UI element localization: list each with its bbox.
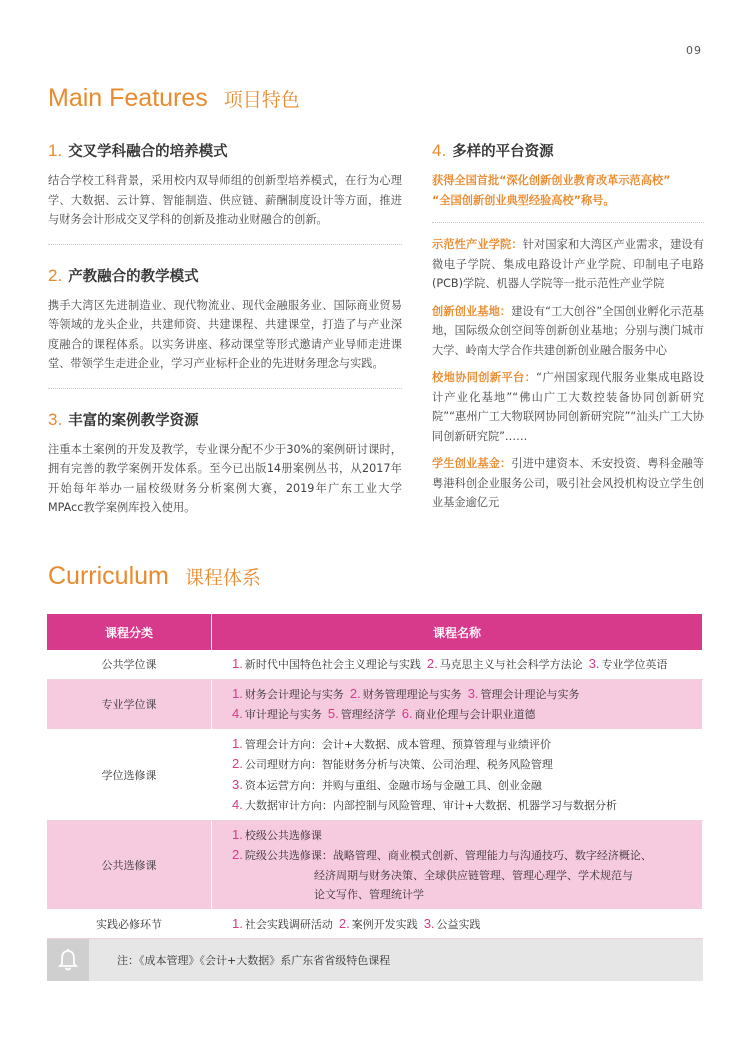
platform-para-text: 建设有“工大创谷”全国创业孵化示范基地，国际级众创空间等创新创业基地；分别与澳门城市大学、岭南大学合作共建创新创业融合服务中心 bbox=[432, 304, 704, 357]
course-number: 1. bbox=[232, 685, 243, 701]
dotted-divider bbox=[48, 388, 402, 389]
course-name: 管理会计方向：会计+大数据、成本管理、预算管理与业绩评价 bbox=[244, 737, 552, 751]
platform-highlight-1: 获得全国首批“深化创新创业教育改革示范高校” bbox=[432, 174, 671, 187]
dotted-divider bbox=[48, 244, 402, 245]
course-number: 1. bbox=[232, 826, 243, 842]
platform-para-label: 创新创业基地： bbox=[432, 304, 512, 318]
course-number: 4. bbox=[232, 706, 243, 721]
platform-para-text: 引进中建资本、禾安投资、粤科金融等粤港科创企业服务公司，吸引社会风投机构设立学生创业基金逾亿元 bbox=[432, 457, 704, 509]
platform-para bbox=[432, 454, 704, 513]
bell-icon bbox=[47, 939, 89, 981]
features-right-column bbox=[432, 140, 704, 521]
course-number: 1. bbox=[232, 915, 243, 931]
header-category: 课程分类 bbox=[47, 614, 212, 650]
feature-title: 丰富的案例教学资源 bbox=[68, 412, 199, 429]
feature-2-heading bbox=[48, 265, 402, 286]
feature-1-text: 结合学校工科背景，采用校内双导师组的创新型培养模式，在行为心理学、大数据、云计算、智能制造、供应链、薪酬制度设计等方面，推进与财务会计形成交叉学科的创新及推动业财融合的创新。 bbox=[48, 174, 402, 226]
dotted-divider bbox=[432, 222, 704, 223]
course-line bbox=[232, 704, 692, 725]
feature-title: 交叉学科融合的培养模式 bbox=[68, 144, 228, 160]
table-row bbox=[47, 820, 703, 909]
course-name: 管理会计理论与实务 bbox=[480, 687, 580, 701]
course-names bbox=[212, 909, 703, 939]
platform-para-text: 针对国家和大湾区产业需求，建设有微电子学院、集成电路设计产业学院、印制电子电路(PCB)学院、机器人学院等一批示范性产业学院 bbox=[432, 238, 704, 290]
feature-number: 3. bbox=[48, 409, 63, 429]
course-name: 论文写作、管理统计学 bbox=[314, 888, 424, 901]
course-number: 6. bbox=[401, 706, 413, 721]
course-category: 实践必修环节 bbox=[47, 909, 212, 939]
features-title-en: Main Features bbox=[48, 84, 208, 112]
course-line bbox=[232, 654, 692, 675]
course-name: 审计理论与实务 bbox=[244, 708, 322, 721]
feature-number: 4. bbox=[432, 141, 447, 160]
course-name: 校级公共选修课 bbox=[244, 828, 322, 842]
feature-title: 产教融合的教学模式 bbox=[68, 268, 199, 285]
feature-title: 多样的平台资源 bbox=[452, 144, 554, 160]
table-note-row bbox=[47, 939, 703, 981]
course-number: 3. bbox=[423, 915, 435, 931]
platform-highlight-2: “全国创新创业典型经验高校”称号。 bbox=[432, 193, 615, 207]
curriculum-title bbox=[48, 562, 261, 591]
feature-3-text: 注重本土案例的开发及教学，专业课分配不少于30%的案例研讨课时，拥有完善的教学案例开发体系。至今已出版14册案例丛书，从2017年开始每年举办一届校级财务分析案例大赛，2019年广东工业大学MPAcc教学案例库投入使用。 bbox=[48, 442, 402, 514]
course-line bbox=[232, 914, 692, 935]
course-line bbox=[232, 885, 692, 905]
feature-4-heading bbox=[432, 140, 704, 161]
course-name: 新时代中国特色社会主义理论与实践 bbox=[244, 658, 421, 671]
page-number: 09 bbox=[686, 44, 702, 57]
course-category: 公共选修课 bbox=[47, 820, 212, 909]
features-title bbox=[48, 84, 300, 113]
course-name: 院级公共选修课：战略管理、商业模式创新、管理能力与沟通技巧、数字经济概论、 bbox=[244, 849, 652, 862]
course-names bbox=[212, 679, 703, 729]
course-number: 3. bbox=[232, 776, 243, 792]
course-number: 4. bbox=[232, 797, 243, 812]
feature-3-heading bbox=[48, 409, 402, 430]
curriculum-title-zh: 课程体系 bbox=[184, 567, 261, 589]
feature-number: 1. bbox=[48, 141, 63, 160]
table-row bbox=[47, 650, 703, 679]
course-name: 案例开发实践 bbox=[351, 917, 418, 931]
course-name: 经济周期与财务决策、全球供应链管理、管理心理学、学术规范与 bbox=[314, 868, 633, 882]
course-line bbox=[232, 795, 692, 816]
features-title-zh: 项目特色 bbox=[223, 89, 300, 111]
course-number: 3. bbox=[467, 685, 479, 701]
course-names bbox=[212, 820, 703, 909]
course-name: 财务会计理论与实务 bbox=[244, 687, 344, 701]
table-note: 注：《成本管理》《会计+大数据》系广东省省级特色课程 bbox=[117, 954, 391, 967]
course-number: 2. bbox=[232, 756, 243, 771]
course-number: 2. bbox=[349, 685, 361, 701]
platform-para bbox=[432, 302, 704, 361]
course-number: 1. bbox=[232, 656, 243, 671]
course-name: 公益实践 bbox=[436, 917, 481, 931]
course-line bbox=[232, 825, 692, 846]
course-number: 2. bbox=[426, 656, 438, 671]
platform-para-text: “广州国家现代服务业集成电路设计产业化基地”“佛山广工大数控装备协同创新研究院”“惠州广工大物联网协同创新研究院”“汕头广工大协同创新研究院”…… bbox=[432, 371, 704, 443]
platform-para bbox=[432, 235, 704, 294]
feature-2-text: 携手大湾区先进制造业、现代物流业、现代金融服务业、国际商业贸易等领域的龙头企业，共建师资、共建课程、共建课堂，打造了与产业深度融合的课程体系。以实务讲座、移动课堂等形式邀请产业导师走进课堂、带领学生走进企业，学习产业标杆企业的先进财务理念与实践。 bbox=[48, 298, 402, 370]
feature-number: 2. bbox=[48, 265, 63, 285]
course-name: 财务管理理论与实务 bbox=[362, 687, 462, 701]
course-names bbox=[212, 729, 703, 820]
platform-para-label: 学生创业基金： bbox=[432, 457, 512, 470]
course-name: 商业伦理与会计职业道德 bbox=[414, 708, 536, 721]
course-name: 社会实践调研活动 bbox=[244, 917, 333, 931]
course-name: 大数据审计方向：内部控制与风险管理、审计+大数据、机器学习与数据分析 bbox=[244, 799, 618, 812]
course-number: 3. bbox=[588, 656, 600, 671]
curriculum-table bbox=[47, 614, 703, 981]
course-category: 公共学位课 bbox=[47, 650, 212, 679]
table-row bbox=[47, 909, 703, 939]
course-line bbox=[232, 684, 692, 705]
course-category: 学位选修课 bbox=[47, 729, 212, 820]
course-line bbox=[232, 845, 692, 866]
course-name: 公司理财方向：智能财务分析与决策、公司治理、税务风险管理 bbox=[244, 758, 553, 771]
platform-para bbox=[432, 368, 704, 446]
course-number: 2. bbox=[232, 847, 243, 862]
feature-1-heading bbox=[48, 140, 402, 161]
table-row bbox=[47, 729, 703, 820]
course-line bbox=[232, 775, 692, 796]
table-header-row bbox=[47, 614, 703, 650]
course-names bbox=[212, 650, 703, 679]
course-name: 马克思主义与社会科学方法论 bbox=[439, 658, 583, 671]
table-row bbox=[47, 679, 703, 729]
course-name: 资本运营方向：并购与重组、金融市场与金融工具、创业金融 bbox=[244, 778, 542, 792]
course-number: 5. bbox=[327, 706, 339, 721]
course-line bbox=[232, 734, 692, 755]
curriculum-title-en: Curriculum bbox=[48, 562, 169, 590]
course-name: 专业学位英语 bbox=[601, 658, 668, 671]
header-course-names: 课程名称 bbox=[212, 614, 703, 650]
course-category: 专业学位课 bbox=[47, 679, 212, 729]
course-line bbox=[232, 866, 692, 886]
course-line bbox=[232, 754, 692, 775]
platform-para-label: 示范性产业学院： bbox=[432, 238, 523, 251]
course-number: 1. bbox=[232, 735, 243, 751]
course-name: 管理经济学 bbox=[340, 708, 396, 721]
features-left-column bbox=[48, 140, 402, 518]
course-number: 2. bbox=[338, 915, 350, 931]
platform-para-label: 校地协同创新平台： bbox=[432, 371, 537, 384]
